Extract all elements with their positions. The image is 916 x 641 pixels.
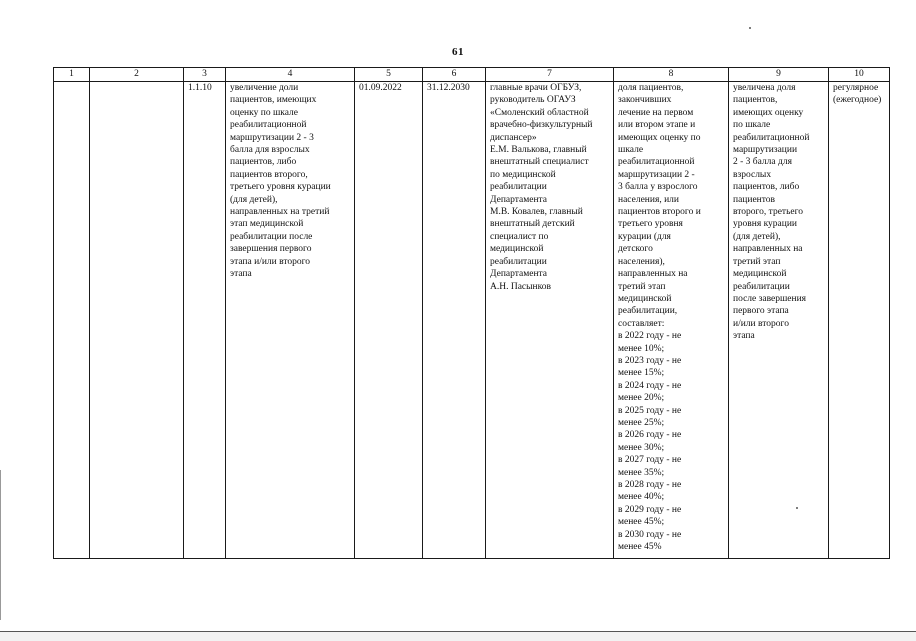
cell-line: 31.12.2030	[427, 83, 470, 93]
cell-responsible	[486, 82, 614, 559]
cell-line: этапа	[733, 331, 755, 342]
column-header: 1	[54, 68, 90, 82]
cell-line: менее 25%;	[618, 417, 665, 428]
cell-line: пациентов,	[733, 95, 778, 106]
cell-line: после завершения	[733, 293, 807, 304]
cell-line: реабилитационной	[230, 120, 307, 131]
cell-line: третьего уровня курации	[230, 182, 331, 193]
cell-line: завершения первого	[230, 244, 312, 255]
cell-line: менее 40%;	[618, 492, 665, 503]
cell-line: в 2026 году - не	[618, 430, 682, 441]
plan-table	[53, 67, 890, 559]
cell-indicator	[614, 82, 729, 559]
column-header: 5	[355, 68, 423, 82]
cell-line: населения, или	[618, 194, 680, 205]
cell-item-number	[184, 82, 226, 559]
scan-speck	[796, 507, 798, 509]
cell-line: пациентов второго и	[618, 207, 701, 218]
cell-line: 01.09.2022	[359, 83, 402, 93]
cell-line: менее 45%;	[618, 517, 665, 528]
column-header: 9	[729, 68, 829, 82]
cell-line: регулярное	[833, 83, 879, 93]
column-header: 2	[90, 68, 184, 82]
cell-line: закончивших	[618, 95, 672, 106]
cell-event-name	[226, 82, 355, 559]
cell-line: реабилитации после	[230, 231, 313, 242]
cell-line: или втором этапе и	[618, 120, 696, 131]
cell-line: по шкале	[733, 120, 771, 131]
page-number: 61	[452, 46, 464, 58]
cell-line: этапа и/или второго	[230, 256, 311, 267]
cell-line: в 2027 году - не	[618, 455, 682, 466]
cell-line: и/или второго	[733, 318, 789, 329]
cell-line: (для детей),	[230, 194, 278, 205]
cell-line: (для детей),	[733, 231, 781, 242]
cell-line: взрослых	[733, 169, 772, 180]
cell-line: составляет:	[618, 318, 665, 329]
cell-line: уровня курации	[733, 219, 798, 230]
scan-speck	[749, 27, 751, 29]
cell-line: главные врачи ОГБУЗ,	[490, 83, 582, 93]
cell-line: третий этап	[733, 256, 781, 267]
cell-line: маршрутизации 2 -	[618, 169, 695, 180]
cell-line: увеличение доли	[230, 83, 299, 93]
cell-line: менее 45%	[618, 542, 662, 553]
column-header: 3	[184, 68, 226, 82]
column-header: 10	[829, 68, 890, 82]
cell-result	[729, 82, 829, 559]
cell-line: руководитель ОГАУЗ	[490, 95, 576, 106]
column-header: 7	[486, 68, 614, 82]
cell-line: третьего уровня	[618, 219, 683, 230]
cell-line: оценку по шкале	[230, 107, 298, 118]
cell-line: 1.1.10	[188, 83, 212, 93]
cell-line: Департамента	[490, 269, 548, 280]
cell-line: Департамента	[490, 194, 548, 205]
cell-line: специалист по	[490, 231, 549, 242]
cell-line: направленных на	[618, 269, 688, 280]
cell-line: медицинской	[490, 244, 544, 255]
cell-line: второго, третьего	[733, 207, 804, 218]
cell-line: по медицинской	[490, 169, 556, 180]
cell-line: менее 10%;	[618, 343, 665, 354]
scan-edge	[0, 470, 1, 620]
cell-line: реабилитационной	[618, 157, 695, 168]
cell-line: реабилитации	[490, 256, 547, 267]
cell-line: этапа	[230, 269, 252, 280]
cell-line: «Смоленский областной	[490, 107, 589, 118]
cell-line: внештатный детский	[490, 219, 575, 230]
cell-line: медицинской	[618, 293, 672, 304]
cell-line: пациентов второго,	[230, 169, 308, 180]
cell-line: менее 35%;	[618, 467, 665, 478]
cell-line: менее 15%;	[618, 368, 665, 379]
cell-end-date	[423, 82, 486, 559]
cell-line: имеющих оценку	[733, 107, 804, 118]
header-row	[54, 68, 890, 82]
cell-line: лечение на первом	[618, 107, 694, 118]
cell-line: имеющих оценку по	[618, 132, 701, 143]
cell-line: курации (для	[618, 231, 671, 242]
cell-line: в 2025 году - не	[618, 405, 682, 416]
cell-line: в 2023 году - не	[618, 355, 682, 366]
cell-line: населения),	[618, 256, 665, 267]
cell-line: детского	[618, 244, 653, 255]
column-header: 4	[226, 68, 355, 82]
cell-line: увеличена доля	[733, 83, 796, 93]
cell-line: менее 30%;	[618, 442, 665, 453]
cell-frequency	[829, 82, 890, 559]
cell-line: в 2030 году - не	[618, 529, 682, 540]
cell-line: в 2029 году - не	[618, 504, 682, 515]
cell-line: реабилитационной	[733, 132, 810, 143]
cell-line: реабилитации,	[618, 306, 678, 317]
cell-line: в 2024 году - не	[618, 380, 682, 391]
cell-col1	[54, 82, 90, 559]
cell-line: в 2022 году - не	[618, 331, 682, 342]
cell-line: внештатный специалист	[490, 157, 589, 168]
cell-line: первого этапа	[733, 306, 789, 317]
cell-start-date	[355, 82, 423, 559]
cell-line: шкале	[618, 145, 644, 156]
cell-line: реабилитации	[733, 281, 790, 292]
cell-line: балла для взрослых	[230, 145, 310, 156]
cell-line: пациентов, либо	[230, 157, 297, 168]
cell-line: врачебно-физкультурный	[490, 120, 593, 131]
table-row	[54, 82, 890, 559]
cell-col2	[90, 82, 184, 559]
cell-line: пациентов, имеющих	[230, 95, 317, 106]
cell-line: пациентов	[733, 194, 776, 205]
column-header: 8	[614, 68, 729, 82]
cell-line: маршрутизации 2 - 3	[230, 132, 314, 143]
cell-line: в 2028 году - не	[618, 480, 682, 490]
cell-line: Е.М. Валькова, главный	[490, 145, 587, 156]
cell-line: маршрутизации	[733, 145, 798, 156]
cell-line: 2 - 3 балла для	[733, 157, 792, 168]
cell-line: (ежегодное)	[833, 95, 882, 106]
cell-line: направленных на третий	[230, 207, 330, 218]
cell-line: 3 балла у взрослого	[618, 182, 698, 193]
cell-line: направленных на	[733, 244, 803, 255]
cell-line: доля пациентов,	[618, 83, 684, 93]
cell-line: этап медицинской	[230, 219, 304, 230]
cell-line: менее 20%;	[618, 393, 665, 404]
cell-line: медицинской	[733, 269, 787, 280]
cell-line: пациентов, либо	[733, 182, 800, 193]
cell-line: реабилитации	[490, 182, 547, 193]
column-header: 6	[423, 68, 486, 82]
cell-line: А.Н. Пасынков	[490, 281, 551, 292]
cell-line: диспансер»	[490, 132, 537, 143]
cell-line: М.В. Ковалев, главный	[490, 207, 583, 218]
cell-line: третий этап	[618, 281, 666, 292]
